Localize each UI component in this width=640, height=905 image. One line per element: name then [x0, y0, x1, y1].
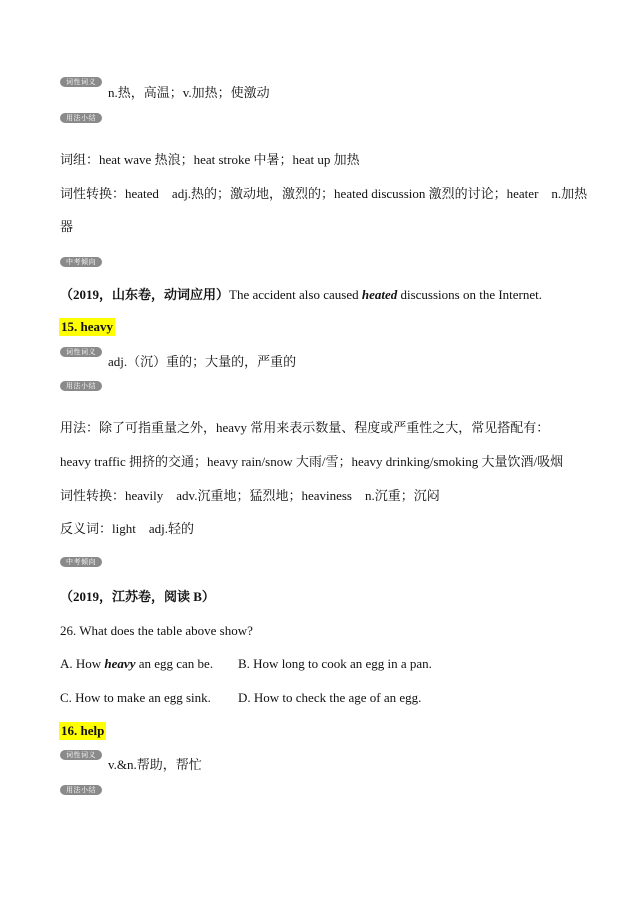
- heavy-collocations: heavy traffic 拥挤的交通；heavy rain/snow 大雨/雪；heavy drinking/smoking 大量饮酒/吸烟: [60, 454, 564, 469]
- exam-direction-badge: 中考倾向: [60, 257, 102, 267]
- heat-exam-text-before: The accident also caused: [229, 287, 362, 302]
- pos-meaning-badge: 词性词义: [60, 77, 102, 87]
- heavy-exam-source: （2019，江苏卷，阅读 B）: [60, 589, 215, 604]
- heat-conversion-line1: 词性转换：heated adj.热的；激动地，激烈的；heated discussion 激烈的讨论；heater n.加热: [60, 186, 588, 201]
- heat-meaning: n.热，高温；v.加热；使激动: [108, 85, 270, 100]
- usage-summary-badge: 用法小结: [60, 381, 102, 391]
- option-b: B. How long to cook an egg in a pan.: [238, 656, 432, 671]
- heavy-meaning: adj.（沉）重的；大量的，严重的: [108, 354, 297, 369]
- heavy-usage: 用法：除了可指重量之外，heavy 常用来表示数量、程度或严重性之大，常见搭配有：: [60, 420, 550, 435]
- heat-exam-example: [60, 286, 542, 304]
- option-a-keyword: heavy: [104, 656, 136, 671]
- option-d: D. How to check the age of an egg.: [238, 690, 422, 705]
- pos-meaning-badge: 词性词义: [60, 347, 102, 357]
- option-a: [60, 655, 213, 673]
- heat-phrases: 词组：heat wave 热浪；heat stroke 中暑；heat up 加热: [60, 152, 360, 167]
- heat-conversion-line2: 器: [60, 219, 74, 234]
- heavy-conversion: 词性转换：heavily adv.沉重地；猛烈地；heaviness n.沉重；沉闷: [60, 488, 440, 503]
- heavy-heading: 15. heavy: [61, 319, 113, 334]
- heavy-question: 26. What does the table above show?: [60, 623, 253, 638]
- usage-summary-badge: 用法小结: [60, 785, 102, 795]
- heat-exam-text-after: discussions on the Internet.: [397, 287, 543, 302]
- heavy-antonym: 反义词：light adj.轻的: [60, 521, 194, 536]
- help-heading: 16. help: [61, 723, 105, 738]
- usage-summary-badge: 用法小结: [60, 113, 102, 123]
- heat-exam-keyword: heated: [361, 287, 398, 302]
- option-a-text-before: A. How: [60, 656, 105, 671]
- option-c: C. How to make an egg sink.: [60, 690, 211, 705]
- option-a-text-after: an egg can be.: [135, 656, 214, 671]
- exam-direction-badge: 中考倾向: [60, 557, 102, 567]
- heat-exam-source: （2019，山东卷，动词应用）: [60, 287, 230, 302]
- help-meaning: v.&n.帮助，帮忙: [108, 757, 202, 772]
- pos-meaning-badge: 词性词义: [60, 750, 102, 760]
